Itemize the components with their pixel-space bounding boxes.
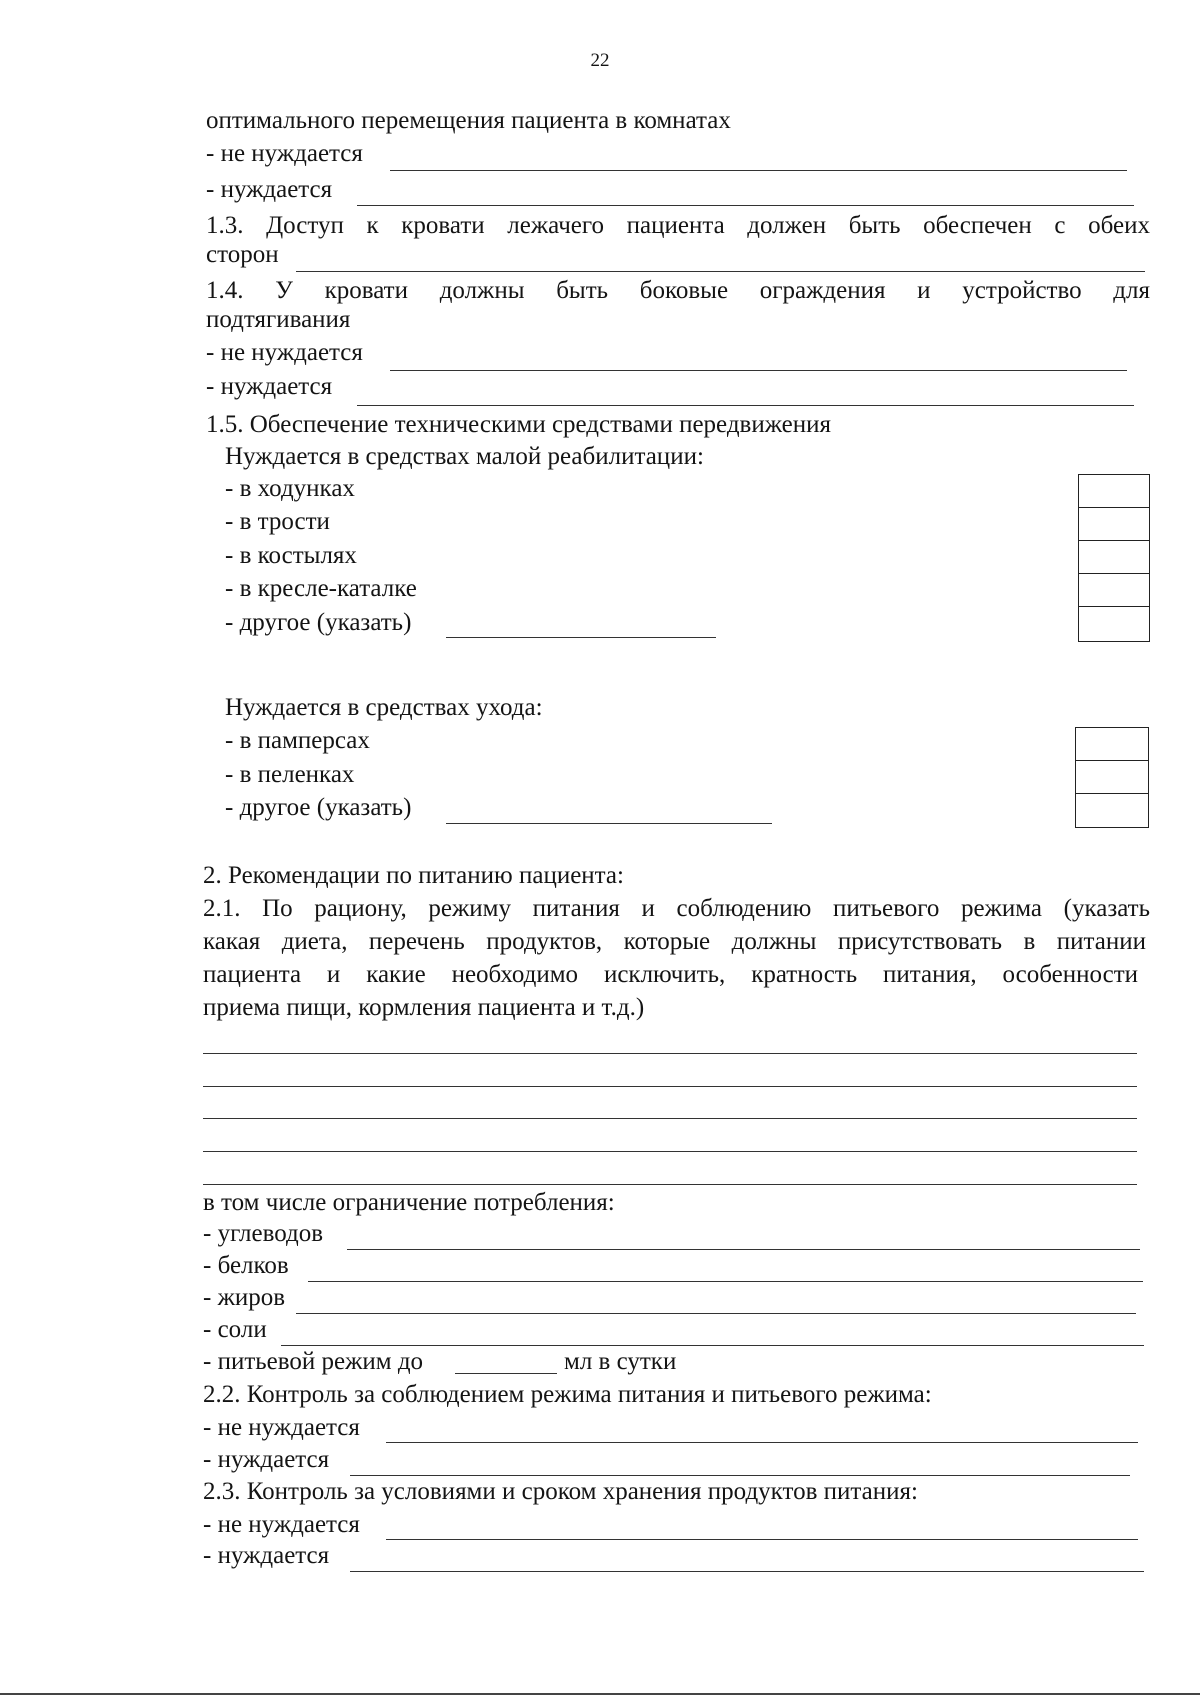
rehab-checkbox-wheelchair[interactable]	[1078, 573, 1150, 607]
care-checkbox-diapers[interactable]	[1075, 727, 1149, 761]
paragraph-2-1-line-2: какая диета, перечень продуктов, которые должны присутствовать в питании	[203, 928, 1146, 955]
rehab-item-crutches: - в костылях	[225, 542, 357, 569]
paragraph-2-3: 2.3. Контроль за условиями и сроком хранения продуктов питания:	[203, 1478, 918, 1505]
p22-not-needed-label: - не нуждается	[203, 1414, 360, 1441]
restriction-carbs-fill-line[interactable]	[347, 1249, 1140, 1250]
page-number: 22	[590, 50, 610, 71]
p22-needed-label: - нуждается	[203, 1446, 330, 1473]
p23-not-needed-label: - не нуждается	[203, 1511, 360, 1538]
drinking-amount-fill-line[interactable]	[455, 1373, 557, 1374]
sides-access-fill-line[interactable]	[296, 271, 1145, 272]
p23-not-needed-fill-line[interactable]	[386, 1539, 1138, 1540]
restriction-proteins-label: - белков	[203, 1252, 289, 1279]
paragraph-1-5: 1.5. Обеспечение техническими средствами передвижения	[206, 411, 832, 438]
rehab-item-walker: - в ходунках	[225, 475, 355, 502]
paragraph-1-3-line-2: сторон	[206, 241, 279, 268]
paragraph-2-1-line-3: пациента и какие необходимо исключить, кратность питания, особенности	[203, 961, 1138, 988]
not-needed-fill-line-1[interactable]	[390, 170, 1127, 171]
rehab-other-fill-line[interactable]	[446, 637, 716, 638]
rehab-item-cane: - в трости	[225, 508, 330, 535]
scan-bottom-edge	[0, 1693, 1200, 1695]
paragraph-2-1-line-1: 2.1. По рациону, режиму питания и соблюдению питьевого режима (указать	[203, 895, 1150, 922]
paragraph-1-3-line-1: 1.3. Доступ к кровати лежачего пациента должен быть обеспечен с обеих	[206, 212, 1150, 239]
continuation-line: оптимального перемещения пациента в комнатах	[206, 107, 731, 134]
section-2-heading: 2. Рекомендации по питанию пациента:	[203, 862, 624, 889]
rehab-item-wheelchair: - в кресле-каталке	[225, 575, 417, 602]
care-checkbox-other[interactable]	[1075, 793, 1149, 828]
paragraph-1-4-line-2: подтягивания	[206, 306, 351, 333]
p22-not-needed-fill-line[interactable]	[386, 1442, 1138, 1443]
restriction-carbs-label: - углеводов	[203, 1220, 324, 1247]
needed-label-2: - нуждается	[206, 373, 333, 400]
drinking-regime-suffix: мл в сутки	[564, 1348, 677, 1375]
paragraph-2-1-line-4: приема пищи, кормления пациента и т.д.)	[203, 994, 645, 1021]
not-needed-fill-line-2[interactable]	[390, 370, 1127, 371]
not-needed-label-2: - не нуждается	[206, 339, 363, 366]
rehab-checkbox-cane[interactable]	[1078, 507, 1150, 541]
care-item-underpads: - в пеленках	[225, 761, 355, 788]
restriction-heading: в том числе ограничение потребления:	[203, 1189, 615, 1216]
not-needed-label-1: - не нуждается	[206, 140, 363, 167]
rehab-checkbox-walker[interactable]	[1078, 474, 1150, 508]
rehab-heading: Нуждается в средствах малой реабилитации:	[225, 443, 704, 470]
restriction-salt-label: - соли	[203, 1316, 267, 1343]
restriction-salt-fill-line[interactable]	[281, 1345, 1144, 1346]
care-item-diapers: - в памперсах	[225, 727, 370, 754]
care-item-other: - другое (указать)	[225, 794, 412, 821]
p23-needed-fill-line[interactable]	[350, 1571, 1144, 1572]
paragraph-1-4-line-1: 1.4. У кровати должны быть боковые ограждения и устройство для	[206, 277, 1150, 304]
rehab-checkbox-crutches[interactable]	[1078, 540, 1150, 574]
needed-fill-line-1[interactable]	[357, 205, 1134, 206]
needed-label-1: - нуждается	[206, 176, 333, 203]
diet-writing-line[interactable]	[203, 1118, 1137, 1119]
p22-needed-fill-line[interactable]	[350, 1475, 1130, 1476]
paragraph-2-2: 2.2. Контроль за соблюдением режима питания и питьевого режима:	[203, 1381, 932, 1408]
diet-writing-line[interactable]	[203, 1086, 1137, 1087]
restriction-fats-label: - жиров	[203, 1284, 286, 1311]
diet-writing-line[interactable]	[203, 1053, 1137, 1054]
care-other-fill-line[interactable]	[446, 823, 772, 824]
care-heading: Нуждается в средствах ухода:	[225, 694, 543, 721]
care-checkbox-underpads[interactable]	[1075, 760, 1149, 794]
restriction-proteins-fill-line[interactable]	[308, 1281, 1143, 1282]
rehab-item-other: - другое (указать)	[225, 609, 412, 636]
needed-fill-line-2[interactable]	[357, 405, 1134, 406]
drinking-regime-prefix: - питьевой режим до	[203, 1348, 424, 1375]
diet-writing-line[interactable]	[203, 1151, 1137, 1152]
diet-writing-line[interactable]	[203, 1184, 1137, 1185]
rehab-checkbox-other[interactable]	[1078, 606, 1150, 642]
restriction-fats-fill-line[interactable]	[296, 1313, 1136, 1314]
p23-needed-label: - нуждается	[203, 1542, 330, 1569]
